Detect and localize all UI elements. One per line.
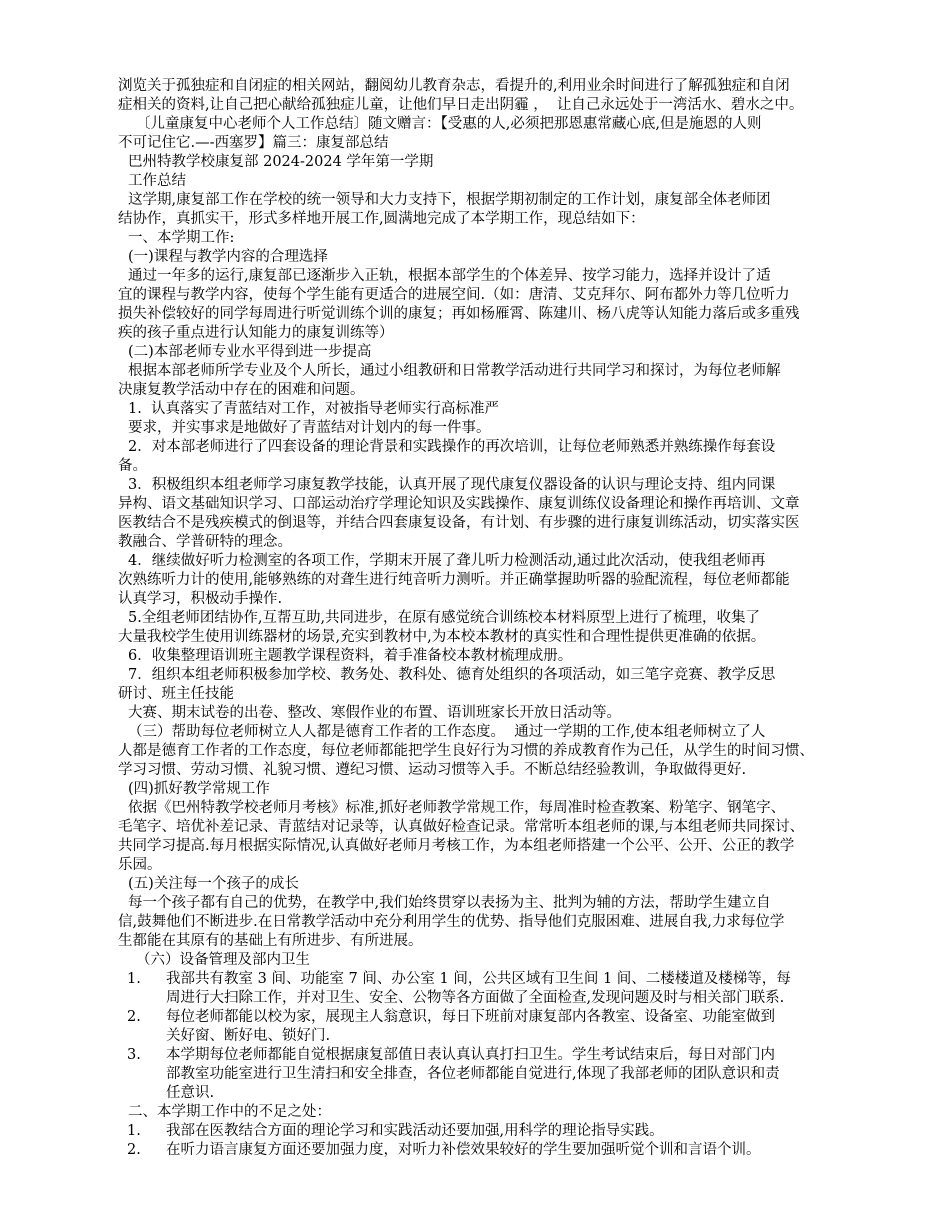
- subsection-heading: (二)本部老师专业水平得到进一步提高: [128, 344, 372, 360]
- subsection-heading: (四)抓好教学常规工作: [128, 781, 270, 797]
- text-line: 认真学习，积极动手操作.: [118, 591, 283, 607]
- list-item-text: 任意识.: [166, 1085, 215, 1101]
- text-line: 依据《巴州特教学校老师月考核》标准,抓好老师教学常规工作，每周准时检查教案、粉笔字、钢笔字、: [128, 800, 786, 816]
- text-line: 症相关的资料,让自己把心献给孤独症儿童，让他们早日走出阴霾 ， 让自己永远处于一湾活水、碧水之中。: [118, 97, 804, 113]
- text-line: 医教结合不是残疾模式的倒退等，并结合四套康复设备，有计划、有步骤的进行康复训练活动，切实落实医: [118, 515, 800, 531]
- text-line: 信,鼓舞他们不断进步.在日常教学活动中充分利用学生的优势、指导他们克服困难、进展自我,力求每位学: [118, 914, 785, 930]
- text-line: 毛笔字、培优补差记录、青蓝结对记录等，认真做好检查记录。常常听本组老师的课,与本组老师共同探讨、: [118, 819, 805, 835]
- text-line: 巴州特教学校康复部 2024-2024 学年第一学期: [128, 154, 434, 170]
- list-item-text: 本学期每位老师都能自觉根据康复部值日表认真认真打扫卫生。学生考试结束后，每日对部门内: [166, 1047, 775, 1063]
- text-line: 根据本部老师所学专业及个人所长，通过小组教研和日常教学活动进行共同学习和探讨，为每位老师解: [128, 363, 781, 379]
- list-item-text: 我部共有教室 3 间、功能室 7 间、办公室 1 间，公共区域有卫生间 1 间、二楼楼道及楼梯等，每: [166, 971, 791, 987]
- text-line: 5.全组老师团结协作,互帮互助,共同进步，在原有感觉统合训练校本材料原型上进行了梳理，收集了: [128, 610, 761, 626]
- text-line: 宜的课程与教学内容，使每个学生能有更适合的进展空间.（如：唐清、艾克拜尔、阿布都外力等几位听力: [118, 287, 790, 303]
- text-line: 〔儿童康复中心老师个人工作总结〕随文赠言：【受惠的人,必须把那恩惠常藏心底,但是施恩的人则: [136, 116, 762, 132]
- text-line: 疾的孩子重点进行认知能力的康复训练等）: [118, 325, 394, 341]
- text-line: 7．组织本组老师积极参加学校、教务处、教科处、德育处组织的各项活动，如三笔字竞赛、教学反思: [128, 667, 776, 683]
- text-line: 学习习惯、劳动习惯、礼貌习惯、遵纪习惯、运动习惯等入手。不断总结经验教训，争取做得更好.: [118, 762, 747, 778]
- list-item-text: 在听力语言康复方面还要加强力度，对听力补偿效果较好的学生要加强听觉个训和言语个训。: [166, 1142, 761, 1158]
- list-number: 2.: [127, 1009, 141, 1025]
- list-number: 3.: [127, 1047, 141, 1063]
- text-line: 次熟练听力计的使用,能够熟练的对聋生进行纯音听力测听。并正确掌握助听器的验配流程，每位老师都能: [118, 572, 790, 588]
- text-line: 生都能在其原有的基础上有所进步、有所进展。: [118, 933, 423, 949]
- section-heading: 一、本学期工作:: [128, 230, 235, 246]
- text-line: 备。: [118, 458, 147, 474]
- list-item-text: 关好窗、断好电、锁好门.: [166, 1028, 331, 1044]
- text-line: 研讨、班主任技能: [118, 686, 234, 702]
- text-line: 共同学习提高.每月根据实际情况,认真做好老师月考核工作，为本组老师搭建一个公平、公开、公正的教学: [118, 838, 795, 854]
- text-line: 浏览关于孤独症和自闭症的相关网站，翻阅幼儿教育杂志，看提升的,利用业余时间进行了解孤独症和自闭: [118, 78, 790, 94]
- text-line: 2．对本部老师进行了四套设备的理论背景和实践操作的再次培训，让每位老师熟悉并熟练操作每套设: [128, 439, 776, 455]
- text-line: 1. 认真落实了青蓝结对工作，对被指导老师实行高标准严: [128, 401, 500, 417]
- text-line: 不可记住它.—-西塞罗】篇三：康复部总结: [118, 135, 389, 151]
- subsection-heading: （三）帮助每位老师树立人人都是德育工作者的工作态度。 通过一学期的工作,使本组老师树立了人: [128, 724, 766, 740]
- text-line: 结协作，真抓实干，形式多样地开展工作,圆满地完成了本学期工作，现总结如下：: [118, 211, 645, 227]
- section-heading: 二、本学期工作中的不足之处：: [128, 1104, 331, 1120]
- text-line: 损失补偿较好的同学每周进行听觉训练个训的康复；再如杨雁霄、陈建川、杨八虎等认知能力落后或多重残: [118, 306, 800, 322]
- text-line: 工作总结: [128, 173, 186, 189]
- text-line: 要求，并实事求是地做好了青蓝结对计划内的每一件事。: [128, 420, 491, 436]
- list-number: 2.: [127, 1142, 141, 1158]
- list-item-text: 部教室功能室进行卫生清扫和安全排查，各位老师都能自觉进行,体现了我部老师的团队意识和责: [166, 1066, 780, 1082]
- text-line: 这学期,康复部工作在学校的统一领导和大力支持下，根据学期初制定的工作计划，康复部全体老师团: [128, 192, 771, 208]
- subsection-heading: （六）设备管理及部内卫生: [136, 952, 310, 968]
- subsection-heading: (五)关注每一个孩子的成长: [128, 876, 299, 892]
- text-line: 大量我校学生使用训练器材的场景,充实到教材中,为本校本教材的真实性和合理性提供更准确的依据。: [118, 629, 766, 645]
- text-line: 通过一年多的运行,康复部已逐渐步入正轨，根据本部学生的个体差异、按学习能力，选择并设计了适: [128, 268, 771, 284]
- text-line: 每一个孩子都有自己的优势，在教学中,我们始终贯穿以表扬为主、批判为辅的方法，帮助学生建立自: [128, 895, 771, 911]
- text-line: 教融合、学普研特的理念。: [118, 534, 292, 550]
- list-number: 1.: [127, 971, 141, 987]
- text-line: 4．继续做好听力检测室的各项工作，学期末开展了聋儿听力检测活动,通过此次活动，使我组老师再: [128, 553, 766, 569]
- text-line: 6．收集整理语训班主题教学课程资料，着手准备校本教材梳理成册。: [128, 648, 573, 664]
- list-item-text: 周进行大扫除工作，并对卫生、安全、公物等各方面做了全面检查,发现问题及时与相关部门联系.: [166, 990, 785, 1006]
- list-item-text: 每位老师都能以校为家，展现主人翁意识，每日下班前对康复部内各教室、设备室、功能室做到: [166, 1009, 775, 1025]
- text-line: 乐园。: [118, 857, 162, 873]
- text-line: 人都是德育工作者的工作态度，每位老师都能把学生良好行为习惯的养成教育作为己任，从学生的时间习惯、: [118, 743, 814, 759]
- subsection-heading: (一)课程与教学内容的合理选择: [128, 249, 328, 265]
- list-item-text: 我部在医教结合方面的理论学习和实践活动还要加强,用科学的理论指导实践。: [166, 1123, 664, 1139]
- text-line: 决康复教学活动中存在的困难和问题。: [118, 382, 365, 398]
- text-line: 异构、语文基础知识学习、口部运动治疗学理论知识及实践操作、康复训练仪设备理论和操作再培训、文章: [118, 496, 800, 512]
- text-line: 大赛、期末试卷的出卷、整改、寒假作业的布置、语训班家长开放日活动等。: [128, 705, 621, 721]
- list-number: 1.: [127, 1123, 141, 1139]
- text-line: 3．积极组织本组老师学习康复教学技能，认真开展了现代康复仪器设备的认识与理论支持、组内同课: [128, 477, 776, 493]
